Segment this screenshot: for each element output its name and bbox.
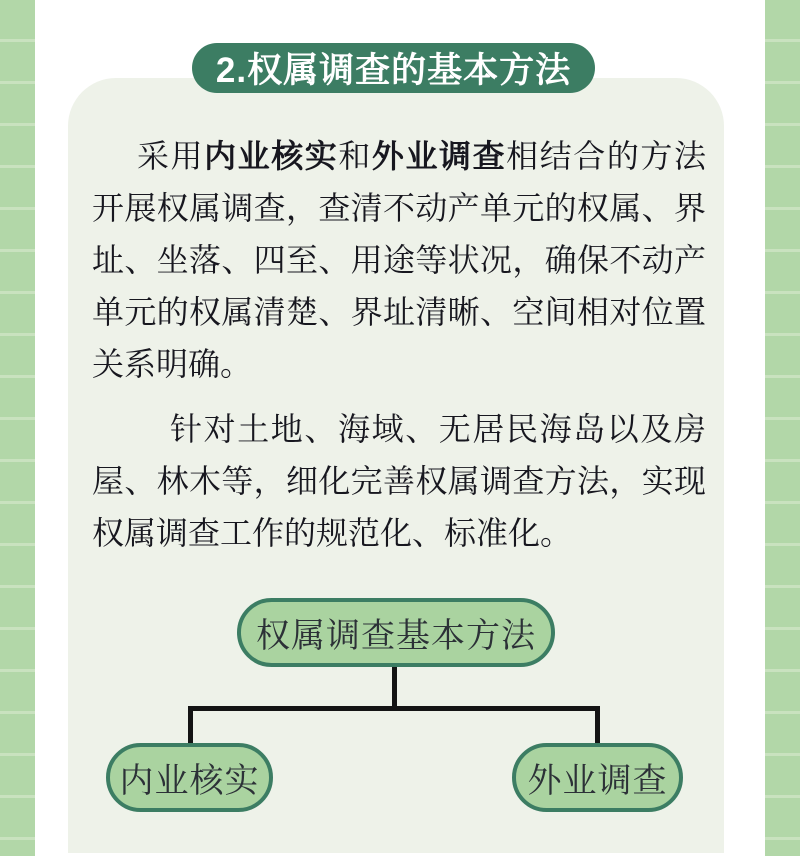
left-decorative-tile-strip [0, 0, 35, 856]
right-decorative-tile-strip [765, 0, 800, 856]
paragraph-refinement: 针对土地、海域、无居民海岛以及房屋、林木等，细化完善权属调查方法，实现权属调查工作的规范化、标准化。 [92, 411, 706, 551]
diagram-child-node-field-survey [512, 743, 683, 812]
connector-right-drop [595, 706, 600, 744]
diagram-child-node-office-verification [106, 743, 273, 812]
diagram-root-node [237, 598, 555, 667]
connector-root-stub [392, 665, 397, 711]
paragraph-segment: 和 [338, 138, 372, 174]
bold-term-office-verification: 内业核实 [204, 138, 339, 174]
paragraph-segment: 采用 [137, 138, 205, 174]
section-title-badge [192, 43, 595, 93]
section-title-text: 2.权属调查的基本方法 [215, 51, 572, 90]
connector-left-drop [188, 706, 193, 744]
diagram-root-label: 权属调查基本方法 [256, 617, 536, 655]
paragraph-segment: 相结合的方法开展权属调查，查清不动产单元的权属、界址、坐落、四至、用途等状况，确保不动产单元的权属清楚、界址清晰、空间相对位置关系明确。 [92, 138, 706, 382]
bold-term-field-survey: 外业调查 [371, 138, 507, 174]
paragraph-methods [92, 130, 706, 390]
diagram-child-left-label: 内业核实 [119, 762, 260, 800]
body-text-block [92, 130, 706, 559]
connector-horizontal-bar [188, 706, 600, 711]
diagram-child-right-label: 外业调查 [527, 762, 668, 800]
